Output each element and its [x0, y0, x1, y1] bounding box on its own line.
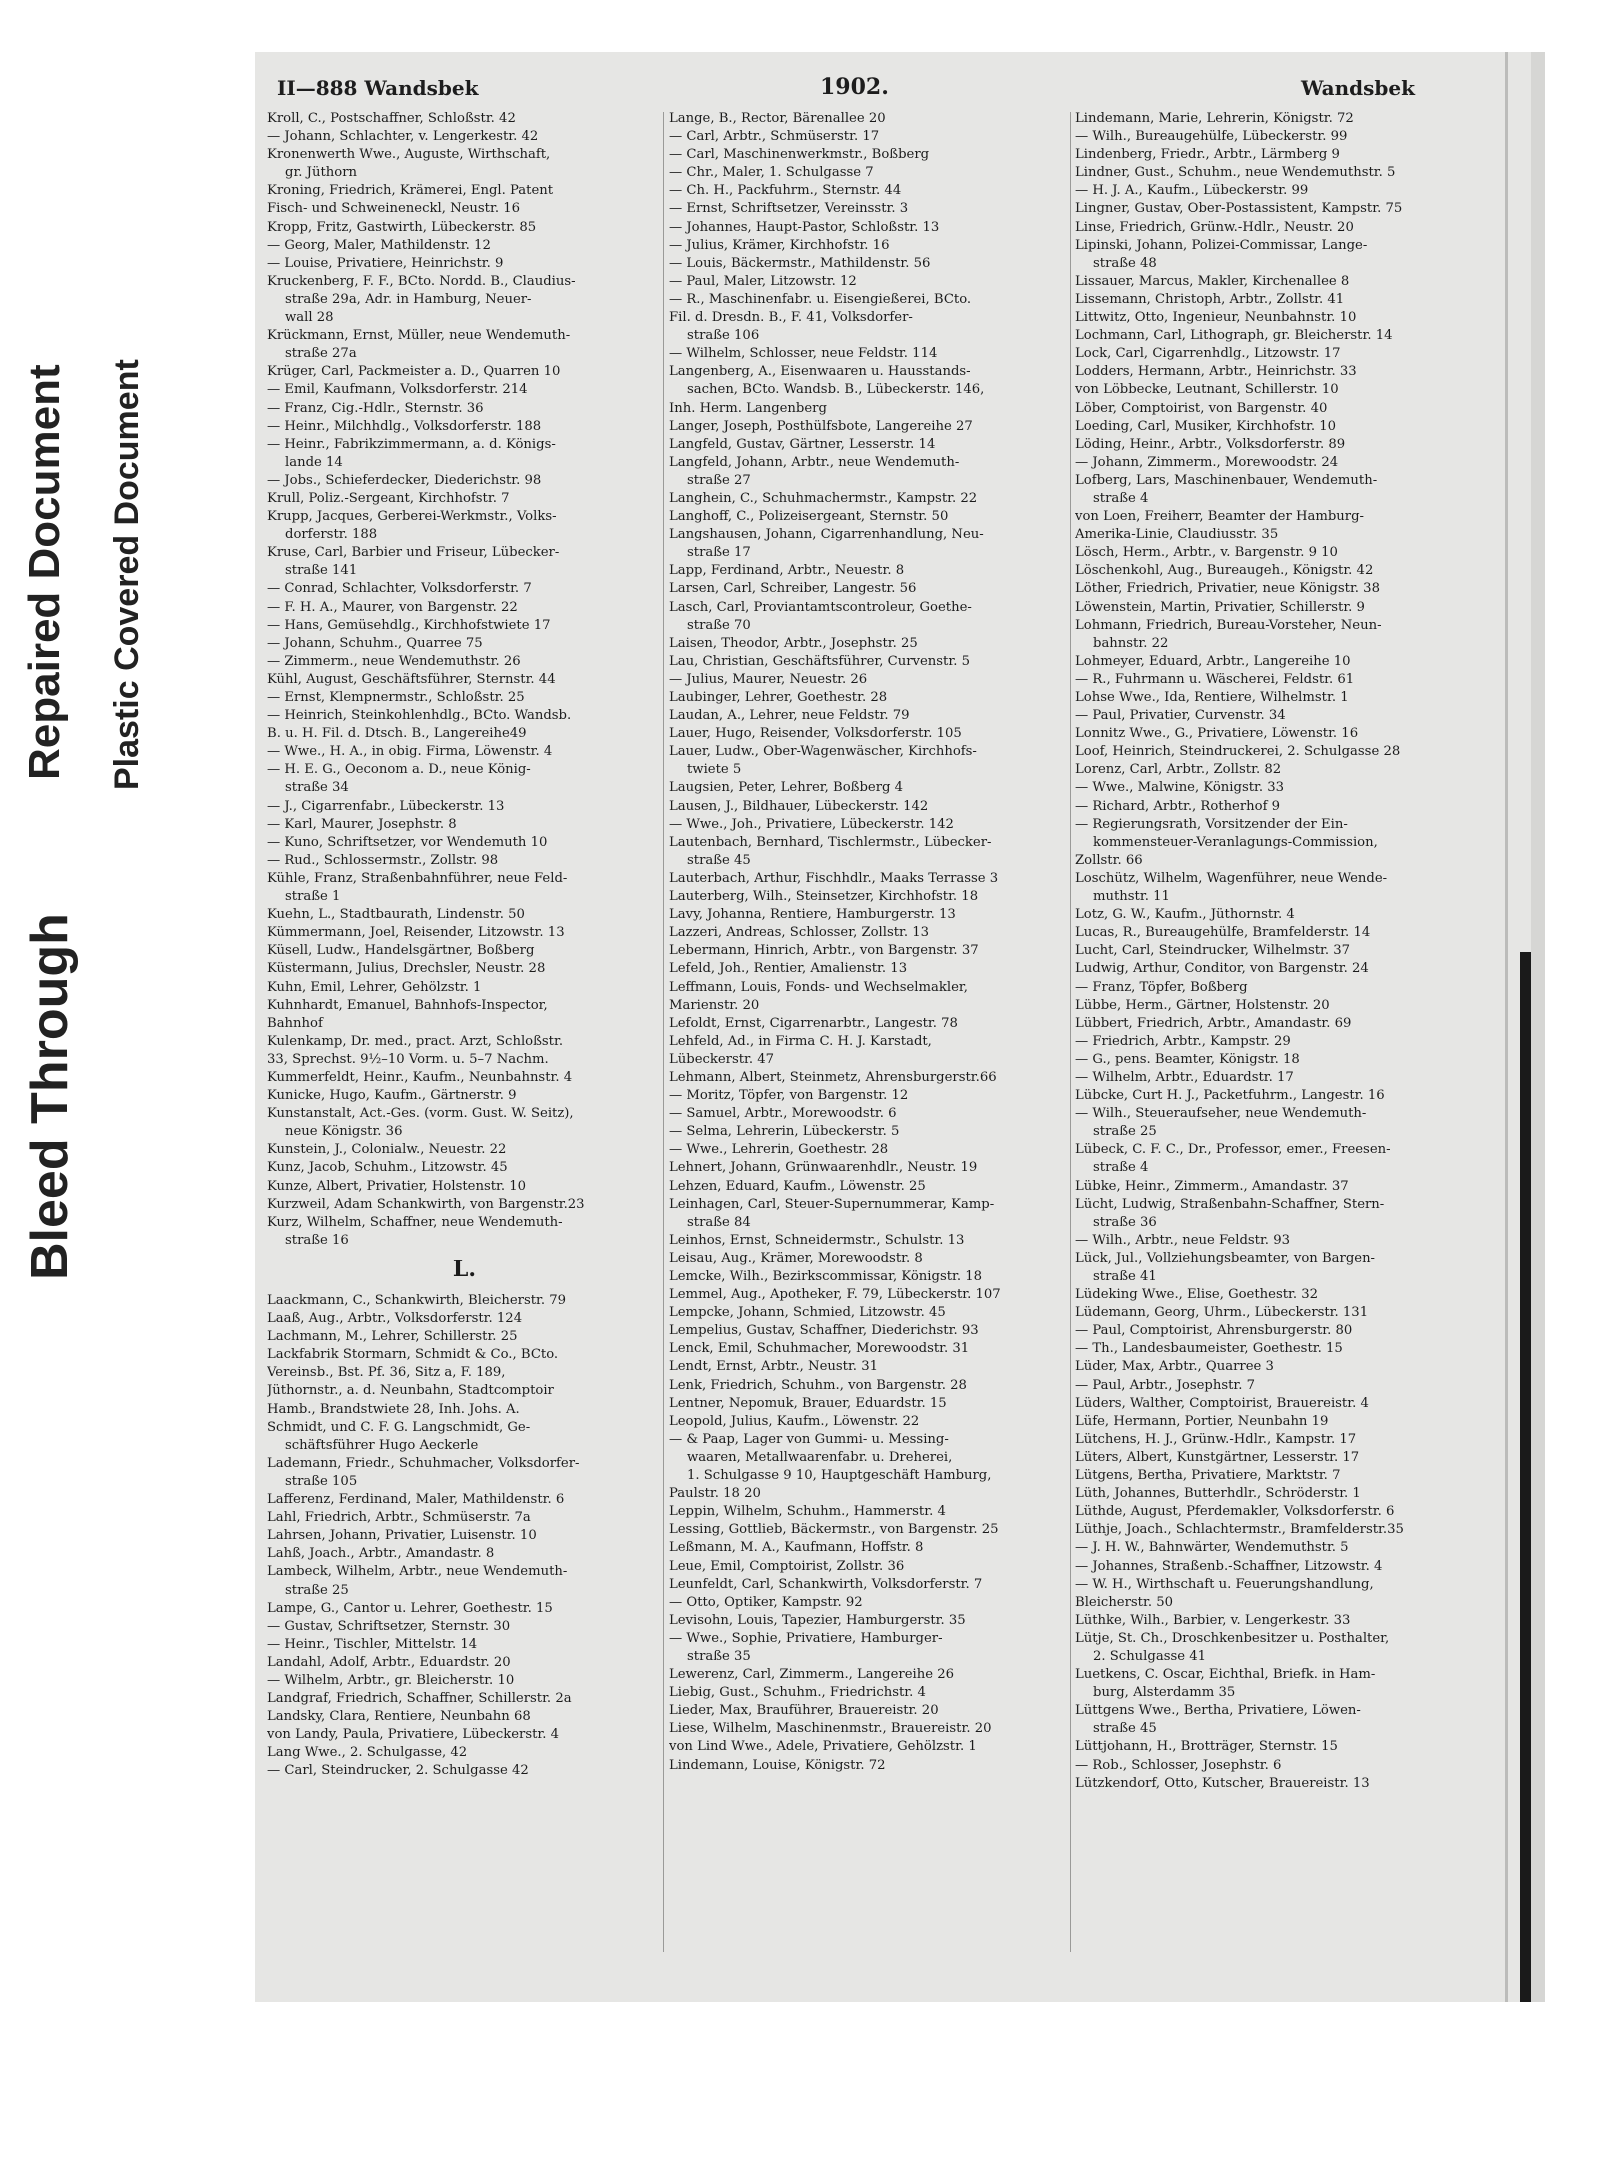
directory-entry: — Johann, Schlachter, v. Lengerkestr. 42: [267, 129, 539, 145]
directory-entry: Kunstanstalt, Act.-Ges. (vorm. Gust. W. Seitz),: [267, 1106, 574, 1122]
directory-entry: Loeding, Carl, Musiker, Kirchhofstr. 10: [1075, 418, 1337, 434]
directory-entry: Schmidt, und C. F. G. Langschmidt, Ge-: [267, 1419, 531, 1435]
directory-entry: — Johann, Zimmerm., Morewoodstr. 24: [1075, 454, 1339, 470]
directory-entry: Lohse Wwe., Ida, Rentiere, Wilhelmstr. 1: [1075, 690, 1349, 705]
directory-entry: — Wilhelm, Arbtr., gr. Bleicherstr. 10: [267, 1672, 515, 1688]
directory-entry: Lucht, Carl, Steindrucker, Wilhelmstr. 37: [1075, 943, 1351, 959]
directory-entry: Leffmann, Louis, Fonds- und Wechselmakler,: [669, 979, 968, 995]
directory-entry: straße 27a: [285, 346, 357, 362]
directory-entry: straße 45: [1093, 1721, 1157, 1737]
directory-entry: Lehnert, Johann, Grünwaarenhdlr., Neustr. 19: [669, 1160, 978, 1176]
directory-entry: Löwenstein, Martin, Privatier, Schillerstr. 9: [1075, 599, 1365, 615]
directory-entry: von Lind Wwe., Adele, Privatiere, Gehölzstr. 1: [669, 1739, 977, 1755]
directory-entry: straße 29a, Adr. in Hamburg, Neuer-: [285, 291, 532, 307]
directory-entry: Lasch, Carl, Proviantamtscontroleur, Goethe-: [669, 599, 972, 615]
directory-entry: — Paul, Arbtr., Josephstr. 7: [1075, 1377, 1256, 1393]
page-gutter: [1505, 52, 1508, 2002]
directory-entry: muthstr. 11: [1093, 889, 1170, 905]
directory-entry: — H. E. G., Oeconom a. D., neue König-: [267, 762, 531, 778]
directory-entry: bahnstr. 22: [1093, 635, 1169, 651]
directory-entry: Leue, Emil, Comptoirist, Zollstr. 36: [669, 1558, 905, 1574]
directory-entry: straße 4: [1093, 1160, 1149, 1176]
directory-entry: dorferstr. 188: [285, 527, 378, 543]
directory-column-1: [267, 110, 662, 1960]
directory-entry: — Jobs., Schieferdecker, Diederichstr. 98: [267, 472, 542, 488]
directory-entry: Leßmann, M. A., Kaufmann, Hoffstr. 8: [669, 1540, 924, 1556]
directory-entry: — Johannes, Haupt-Pastor, Schloßstr. 13: [669, 219, 940, 235]
directory-entry: Lampe, G., Cantor u. Lehrer, Goethestr. 15: [267, 1600, 553, 1616]
directory-entry: Lösch, Herm., Arbtr., v. Bargenstr. 9 10: [1075, 545, 1338, 561]
directory-entry: Krüger, Carl, Packmeister a. D., Quarren 10: [267, 364, 561, 380]
directory-entry: Lapp, Ferdinand, Arbtr., Neuestr. 8: [669, 563, 905, 579]
directory-entry: — Wilhelm, Schlosser, neue Feldstr. 114: [669, 346, 938, 362]
directory-entry: Bleicherstr. 50: [1075, 1594, 1174, 1610]
directory-entry: Lebermann, Hinrich, Arbtr., von Bargenstr. 37: [669, 943, 979, 959]
directory-entry: Lachmann, M., Lehrer, Schillerstr. 25: [267, 1329, 518, 1345]
directory-column-3: [1075, 110, 1485, 1960]
directory-entry: Laudan, A., Lehrer, neue Feldstr. 79: [669, 708, 910, 724]
directory-entry: Amerika-Linie, Claudiusstr. 35: [1075, 527, 1279, 543]
directory-entry: Lüttjohann, H., Brotträger, Sternstr. 15: [1075, 1739, 1338, 1755]
directory-entry: Lentner, Nepomuk, Brauer, Eduardstr. 15: [669, 1395, 947, 1411]
stamp-repaired-document: Repaired Document: [20, 364, 69, 780]
directory-entry: Lemcke, Wilh., Bezirkscommissar, Königstr. 18: [669, 1269, 983, 1284]
directory-entry: Langfeld, Gustav, Gärtner, Lesserstr. 14: [669, 436, 936, 452]
directory-entry: — Julius, Maurer, Neuestr. 26: [669, 671, 868, 687]
directory-entry: Larsen, Carl, Schreiber, Langestr. 56: [669, 581, 917, 597]
directory-entry: Lübbe, Herm., Gärtner, Holstenstr. 20: [1075, 997, 1330, 1013]
directory-entry: Lüth, Johannes, Butterhdlr., Schröderstr. 1: [1075, 1486, 1361, 1502]
directory-entry: Löber, Comptoirist, von Bargenstr. 40: [1075, 400, 1328, 416]
directory-entry: Lück, Jul., Vollziehungsbeamter, von Bargen-: [1075, 1250, 1376, 1266]
directory-entry: Lehmann, Albert, Steinmetz, Ahrensburgerstr.66: [669, 1069, 997, 1085]
directory-entry: Lendt, Ernst, Arbtr., Neustr. 31: [669, 1359, 878, 1375]
directory-entry: Lochmann, Carl, Lithograph, gr. Bleicherstr. 14: [1075, 328, 1393, 344]
directory-entry: Lauterbach, Arthur, Fischhdlr., Maaks Terrasse 3: [669, 870, 999, 886]
header-right: Wandsbek: [1300, 76, 1415, 100]
directory-entry: Lenck, Emil, Schuhmacher, Morewoodstr. 31: [669, 1341, 970, 1357]
directory-entry: Zollstr. 66: [1075, 852, 1143, 868]
directory-entry: neue Königstr. 36: [285, 1124, 403, 1140]
directory-entry: von Loen, Freiherr, Beamter der Hamburg-: [1075, 509, 1364, 525]
directory-entry: — Rob., Schlosser, Josephstr. 6: [1075, 1757, 1282, 1773]
directory-entry: — Wwe., Joh., Privatiere, Lübeckerstr. 142: [669, 816, 954, 832]
directory-entry: Lucas, R., Bureaugehülfe, Bramfelderstr. 14: [1075, 925, 1371, 941]
directory-entry: Lavy, Johanna, Rentiere, Hamburgerstr. 13: [669, 907, 956, 923]
directory-entry: straße 105: [285, 1473, 358, 1489]
directory-entry: Laackmann, C., Schankwirth, Bleicherstr. 79: [267, 1293, 567, 1308]
directory-entry: Kunicke, Hugo, Kaufm., Gärtnerstr. 9: [267, 1088, 517, 1104]
directory-entry: — G., pens. Beamter, Königstr. 18: [1075, 1051, 1300, 1067]
directory-entry: Lingner, Gustav, Ober-Postassistent, Kampstr. 75: [1075, 201, 1403, 217]
directory-entry: — Franz, Töpfer, Boßberg: [1075, 979, 1248, 995]
directory-entry: Lübke, Heinr., Zimmerm., Amandastr. 37: [1075, 1178, 1349, 1194]
directory-entry: — Hans, Gemüsehdlg., Kirchhofstwiete 17: [267, 617, 551, 633]
stamp-plastic-covered: Plastic Covered Document: [108, 359, 146, 790]
directory-entry: Kummerfeldt, Heinr., Kaufm., Neunbahnstr. 4: [267, 1069, 573, 1085]
directory-entry: — Zimmerm., neue Wendemuthstr. 26: [267, 653, 521, 669]
directory-entry: Lempcke, Johann, Schmied, Litzowstr. 45: [669, 1305, 946, 1321]
directory-entry: Laisen, Theodor, Arbtr., Josephstr. 25: [669, 635, 918, 651]
directory-entry: Lang Wwe., 2. Schulgasse, 42: [267, 1745, 468, 1761]
directory-entry: Leopold, Julius, Kaufm., Löwenstr. 22: [669, 1413, 920, 1429]
directory-entry: Kulenkamp, Dr. med., pract. Arzt, Schloßstr.: [267, 1033, 564, 1049]
directory-entry: Lackfabrik Stormarn, Schmidt & Co., BCto.: [267, 1347, 559, 1363]
directory-entry: 2. Schulgasse 41: [1093, 1648, 1207, 1664]
directory-entry: Lipinski, Johann, Polizei-Commissar, Lange-: [1075, 237, 1368, 253]
directory-entry: Kruse, Carl, Barbier und Friseur, Lübecker-: [267, 545, 560, 561]
directory-entry: Lehfeld, Ad., in Firma C. H. J. Karstadt,: [669, 1033, 932, 1049]
directory-entry: — W. H., Wirthschaft u. Feuerungshandlung,: [1075, 1576, 1374, 1592]
directory-entry: Lazzeri, Andreas, Schlosser, Zollstr. 13: [669, 925, 930, 941]
directory-entry: Kühle, Franz, Straßenbahnführer, neue Feld-: [267, 870, 568, 886]
directory-entry: von Landy, Paula, Privatiere, Lübeckerstr. 4: [267, 1727, 560, 1743]
directory-entry: sachen, BCto. Wandsb. B., Lübeckerstr. 146,: [687, 382, 985, 398]
directory-entry: — Wwe., Lehrerin, Goethestr. 28: [669, 1142, 889, 1158]
directory-entry: straße 27: [687, 472, 751, 488]
directory-entry: Lauer, Ludw., Ober-Wagenwäscher, Kirchhofs-: [669, 744, 977, 760]
directory-entry: Langhein, C., Schuhmachermstr., Kampstr. 22: [669, 490, 978, 506]
stamp-bleed-through: Bleed Through: [21, 913, 79, 1280]
directory-entry: — F. H. A., Maurer, von Bargenstr. 22: [267, 599, 518, 615]
directory-entry: — Wilhelm, Arbtr., Eduardstr. 17: [1075, 1069, 1294, 1085]
column-divider: [663, 112, 664, 1952]
directory-entry: Leunfeldt, Carl, Schankwirth, Volksdorferstr. 7: [669, 1576, 983, 1592]
directory-entry: — Paul, Privatier, Curvenstr. 34: [1075, 708, 1286, 724]
directory-entry: Löding, Heinr., Arbtr., Volksdorferstr. 89: [1075, 436, 1346, 452]
directory-entry: Lemmel, Aug., Apotheker, F. 79, Lübeckerstr. 107: [669, 1287, 1001, 1303]
directory-entry: straße 36: [1093, 1214, 1157, 1230]
directory-entry: Luetkens, C. Oscar, Eichthal, Briefk. in Ham-: [1075, 1667, 1376, 1683]
directory-entry: straße 17: [687, 545, 751, 561]
directory-entry: — Karl, Maurer, Josephstr. 8: [267, 816, 457, 832]
directory-entry: Lock, Carl, Cigarrenhdlg., Litzowstr. 17: [1075, 346, 1341, 362]
directory-entry: Kuhnhardt, Emanuel, Bahnhofs-Inspector,: [267, 997, 548, 1013]
directory-entry: Lefeld, Joh., Rentier, Amalienstr. 13: [669, 961, 908, 977]
directory-entry: Kurzweil, Adam Schankwirth, von Bargenstr.23: [267, 1196, 585, 1212]
directory-entry: — Ernst, Klempnermstr., Schloßstr. 25: [267, 690, 525, 705]
directory-entry: — Heinr., Milchhdlg., Volksdorferstr. 188: [267, 418, 542, 434]
directory-entry: gr. Jüthorn: [285, 165, 357, 181]
directory-entry: Liebig, Gust., Schuhm., Friedrichstr. 4: [669, 1685, 926, 1701]
directory-entry: Kruckenberg, F. F., BCto. Nordd. B., Claudius-: [267, 273, 576, 289]
directory-entry: Liese, Wilhelm, Maschinenmstr., Brauereistr. 20: [669, 1721, 992, 1737]
directory-entry: Lüdeking Wwe., Elise, Goethestr. 32: [1075, 1287, 1319, 1303]
directory-entry: straße 16: [285, 1232, 349, 1248]
header-left: II—888 Wandsbek: [277, 76, 479, 100]
directory-entry: Inh. Herm. Langenberg: [669, 400, 827, 416]
directory-entry: Laugsien, Peter, Lehrer, Boßberg 4: [669, 780, 904, 796]
directory-entry: — Emil, Kaufmann, Volksdorferstr. 214: [267, 382, 528, 398]
directory-entry: — R., Maschinenfabr. u. Eisengießerei, BCto.: [669, 291, 972, 307]
directory-entry: — Moritz, Töpfer, von Bargenstr. 12: [669, 1088, 909, 1104]
directory-entry: Lorenz, Carl, Arbtr., Zollstr. 82: [1075, 762, 1282, 778]
directory-entry: burg, Alsterdamm 35: [1093, 1685, 1236, 1701]
directory-entry: Küsell, Ludw., Handelsgärtner, Boßberg: [267, 943, 535, 959]
directory-entry: Lüders, Walther, Comptoirist, Brauereistr. 4: [1075, 1395, 1369, 1411]
directory-entry: — Julius, Krämer, Kirchhofstr. 16: [669, 237, 890, 253]
directory-entry: Kunze, Albert, Privatier, Holstenstr. 10: [267, 1178, 527, 1194]
directory-entry: Leisau, Aug., Krämer, Morewoodstr. 8: [669, 1250, 923, 1266]
directory-entry: Lissemann, Christoph, Arbtr., Zollstr. 41: [1075, 291, 1345, 307]
directory-entry: straße 41: [1093, 1269, 1157, 1284]
directory-entry: — Wwe., Malwine, Königstr. 33: [1075, 780, 1285, 796]
directory-entry: Marienstr. 20: [669, 997, 760, 1013]
directory-entry: Kunz, Jacob, Schuhm., Litzowstr. 45: [267, 1160, 508, 1176]
directory-entry: — Carl, Steindrucker, 2. Schulgasse 42: [267, 1763, 529, 1779]
directory-entry: Küstermann, Julius, Drechsler, Neustr. 28: [267, 961, 546, 977]
directory-entry: — J., Cigarrenfabr., Lübeckerstr. 13: [267, 798, 505, 814]
directory-entry: Kroning, Friedrich, Krämerei, Engl. Patent: [267, 183, 554, 199]
directory-entry: Langer, Joseph, Posthülfsbote, Langereihe 27: [669, 418, 973, 434]
directory-entry: Lüthje, Joach., Schlachtermstr., Bramfelderstr.35: [1075, 1522, 1404, 1538]
directory-entry: Landsky, Clara, Rentiere, Neunbahn 68: [267, 1709, 531, 1725]
directory-entry: — Paul, Maler, Litzowstr. 12: [669, 273, 857, 289]
directory-entry: — Friedrich, Arbtr., Kampstr. 29: [1075, 1033, 1291, 1049]
directory-entry: Hamb., Brandstwiete 28, Inh. Johs. A.: [267, 1401, 520, 1417]
directory-entry: straße 45: [687, 852, 751, 868]
directory-entry: — Conrad, Schlachter, Volksdorferstr. 7: [267, 581, 532, 597]
directory-entry: Lessing, Gottlieb, Bäckermstr., von Bargenstr. 25: [669, 1522, 999, 1538]
directory-entry: Langenberg, A., Eisenwaaren u. Hausstands-: [669, 364, 971, 380]
directory-entry: Lützkendorf, Otto, Kutscher, Brauereistr. 13: [1075, 1775, 1370, 1791]
directory-entry: — R., Fuhrmann u. Wäscherei, Feldstr. 61: [1075, 671, 1355, 687]
directory-entry: 33, Sprechst. 9½–10 Vorm. u. 5–7 Nachm.: [267, 1051, 549, 1067]
directory-entry: Lindemann, Marie, Lehrerin, Königstr. 72: [1075, 111, 1354, 126]
section-letter: L.: [452, 1259, 477, 1278]
directory-entry: — Kuno, Schriftsetzer, vor Wendemuth 10: [267, 834, 548, 850]
directory-entry: Lenk, Friedrich, Schuhm., von Bargenstr. 28: [669, 1377, 967, 1393]
directory-entry: — Regierungsrath, Vorsitzender der Ein-: [1075, 816, 1348, 832]
directory-entry: Lofberg, Lars, Maschinenbauer, Wendemuth-: [1075, 472, 1378, 488]
directory-entry: — Franz, Cig.-Hdlr., Sternstr. 36: [267, 400, 484, 416]
directory-entry: Loof, Heinrich, Steindruckerei, 2. Schulgasse 28: [1075, 744, 1401, 760]
directory-entry: straße 70: [687, 617, 751, 633]
directory-entry: von Löbbecke, Leutnant, Schillerstr. 10: [1075, 382, 1339, 398]
directory-entry: straße 48: [1093, 255, 1157, 271]
directory-entry: Langshausen, Johann, Cigarrenhandlung, Neu-: [669, 527, 984, 543]
directory-entry: — Wilh., Bureaugehülfe, Lübeckerstr. 99: [1075, 129, 1348, 145]
directory-entry: — Otto, Optiker, Kampstr. 92: [669, 1594, 863, 1610]
directory-entry: Lücht, Ludwig, Straßenbahn-Schaffner, Stern-: [1075, 1196, 1385, 1212]
directory-entry: Lübcke, Curt H. J., Packetfuhrm., Langestr. 16: [1075, 1088, 1385, 1104]
directory-entry: Leinhagen, Carl, Steuer-Supernummerar, Kamp-: [669, 1196, 995, 1212]
directory-entry: Lange, B., Rector, Bärenallee 20: [669, 111, 886, 126]
directory-entry: Lübeck, C. F. C., Dr., Professor, emer., Freesen-: [1075, 1142, 1391, 1158]
directory-entry: Kropp, Fritz, Gastwirth, Lübeckerstr. 85: [267, 219, 537, 235]
directory-entry: Lütchens, H. J., Grünw.-Hdlr., Kampstr. 17: [1075, 1431, 1357, 1447]
directory-entry: Löschenkohl, Aug., Bureaugeh., Königstr. 42: [1075, 563, 1374, 579]
directory-entry: Lotz, G. W., Kaufm., Jüthornstr. 4: [1075, 907, 1295, 923]
directory-entry: straße 106: [687, 328, 760, 344]
directory-entry: Lohmeyer, Eduard, Arbtr., Langereihe 10: [1075, 653, 1351, 669]
directory-entry: Kurz, Wilhelm, Schaffner, neue Wendemuth-: [267, 1214, 563, 1230]
directory-entry: — Samuel, Arbtr., Morewoodstr. 6: [669, 1106, 897, 1122]
directory-entry: — H. J. A., Kaufm., Lübeckerstr. 99: [1075, 183, 1309, 199]
directory-entry: Lieder, Max, Brauführer, Brauereistr. 20: [669, 1703, 939, 1719]
directory-entry: Fil. d. Dresdn. B., F. 41, Volksdorfer-: [669, 310, 913, 326]
directory-entry: Lütje, St. Ch., Droschkenbesitzer u. Posthalter,: [1075, 1630, 1390, 1646]
directory-entry: Lambeck, Wilhelm, Arbtr., neue Wendemuth-: [267, 1564, 568, 1580]
page-header: [255, 70, 1525, 110]
directory-entry: Jüthornstr., a. d. Neunbahn, Stadtcomptoir: [267, 1383, 554, 1399]
directory-entry: Lauer, Hugo, Reisender, Volksdorferstr. 105: [669, 726, 962, 742]
header-year: 1902.: [820, 74, 889, 100]
directory-entry: Bahnhof: [267, 1015, 323, 1031]
directory-entry: — Th., Landesbaumeister, Goethestr. 15: [1075, 1341, 1343, 1357]
directory-entry: Lüfe, Hermann, Portier, Neunbahn 19: [1075, 1413, 1329, 1429]
directory-entry: — Ernst, Schriftsetzer, Vereinsstr. 3: [669, 201, 909, 217]
directory-entry: Lautenbach, Bernhard, Tischlermstr., Lübecker-: [669, 834, 992, 850]
directory-entry: — Paul, Comptoirist, Ahrensburgerstr. 80: [1075, 1323, 1353, 1339]
directory-entry: — Selma, Lehrerin, Lübeckerstr. 5: [669, 1124, 900, 1140]
directory-entry: straße 1: [285, 889, 341, 905]
directory-entry: Paulstr. 18 20: [669, 1486, 761, 1502]
directory-entry: Lissauer, Marcus, Makler, Kirchenallee 8: [1075, 273, 1350, 289]
directory-entry: Lütgens, Bertha, Privatiere, Marktstr. 7: [1075, 1468, 1341, 1484]
directory-entry: Lüder, Max, Arbtr., Quarree 3: [1075, 1359, 1274, 1375]
directory-entry: Fisch- und Schweineneckl, Neustr. 16: [267, 201, 521, 217]
directory-entry: Levisohn, Louis, Tapezier, Hamburgerstr. 35: [669, 1612, 966, 1628]
directory-entry: Kühl, August, Geschäftsführer, Sternstr. 44: [267, 671, 556, 687]
directory-entry: Ludwig, Arthur, Conditor, von Bargenstr. 24: [1075, 961, 1369, 977]
directory-entry: — Wilh., Steueraufseher, neue Wendemuth-: [1075, 1106, 1367, 1122]
directory-entry: Landgraf, Friedrich, Schaffner, Schillerstr. 2a: [267, 1691, 572, 1707]
directory-entry: Lahrsen, Johann, Privatier, Luisenstr. 10: [267, 1528, 537, 1544]
directory-entry: Lüdemann, Georg, Uhrm., Lübeckerstr. 131: [1075, 1305, 1369, 1321]
directory-entry: straße 35: [687, 1648, 751, 1664]
directory-entry: Linse, Friedrich, Grünw.-Hdlr., Neustr. 20: [1075, 219, 1354, 235]
directory-entry: 1. Schulgasse 9 10, Hauptgeschäft Hamburg,: [687, 1468, 992, 1484]
directory-entry: Krull, Poliz.-Sergeant, Kirchhofstr. 7: [267, 490, 510, 506]
directory-entry: — Wwe., H. A., in obig. Firma, Löwenstr. 4: [267, 744, 553, 760]
directory-entry: straße 84: [687, 1214, 751, 1230]
directory-entry: Lafferenz, Ferdinand, Maler, Mathildenstr. 6: [267, 1492, 565, 1508]
directory-entry: Lahl, Friedrich, Arbtr., Schmüserstr. 7a: [267, 1510, 531, 1526]
directory-entry: — Carl, Maschinenwerkmstr., Boßberg: [669, 147, 930, 163]
directory-entry: Lüttgens Wwe., Bertha, Privatiere, Löwen-: [1075, 1703, 1361, 1719]
directory-entry: B. u. H. Fil. d. Dtsch. B., Langereihe49: [267, 726, 527, 742]
directory-entry: — Heinr., Tischler, Mittelstr. 14: [267, 1636, 478, 1652]
directory-entry: Lewerenz, Carl, Zimmerm., Langereihe 26: [669, 1667, 954, 1683]
directory-entry: — Rud., Schlossermstr., Zollstr. 98: [267, 852, 499, 868]
directory-entry: — Louis, Bäckermstr., Mathildenstr. 56: [669, 255, 931, 271]
directory-entry: Lindemann, Louise, Königstr. 72: [669, 1757, 886, 1773]
directory-entry: Langfeld, Johann, Arbtr., neue Wendemuth-: [669, 454, 960, 470]
directory-entry: Kronenwerth Wwe., Auguste, Wirthschaft,: [267, 147, 551, 163]
directory-entry: Littwitz, Otto, Ingenieur, Neunbahnstr. 10: [1075, 310, 1357, 326]
directory-entry: Lüthde, August, Pferdemakler, Volksdorferstr. 6: [1075, 1504, 1395, 1520]
directory-entry: — Heinr., Fabrikzimmermann, a. d. Königs-: [267, 436, 556, 452]
directory-entry: Lodders, Hermann, Arbtr., Heinrichstr. 33: [1075, 364, 1357, 380]
directory-entry: Lindenberg, Friedr., Arbtr., Lärmberg 9: [1075, 147, 1340, 163]
directory-entry: waaren, Metallwaarenfabr. u. Dreherei,: [687, 1449, 953, 1465]
scanned-page: [255, 52, 1545, 2002]
directory-entry: Lempelius, Gustav, Schaffner, Diederichstr. 93: [669, 1323, 979, 1339]
directory-entry: Landahl, Adolf, Arbtr., Eduardstr. 20: [267, 1654, 511, 1670]
directory-entry: Krückmann, Ernst, Müller, neue Wendemuth-: [267, 328, 571, 344]
directory-entry: Leppin, Wilhelm, Schuhm., Hammerstr. 4: [669, 1504, 946, 1520]
directory-entry: Lausen, J., Bildhauer, Lübeckerstr. 142: [669, 798, 929, 814]
directory-entry: — Gustav, Schriftsetzer, Sternstr. 30: [267, 1618, 511, 1634]
directory-entry: Laubinger, Lehrer, Goethestr. 28: [669, 690, 888, 705]
directory-entry: Lefoldt, Ernst, Cigarrenarbtr., Langestr. 78: [669, 1015, 958, 1031]
directory-entry: Lüthke, Wilh., Barbier, v. Lengerkestr. 33: [1075, 1612, 1351, 1628]
directory-entry: — Chr., Maler, 1. Schulgasse 7: [669, 165, 874, 181]
directory-entry: Kuehn, L., Stadtbaurath, Lindenstr. 50: [267, 907, 525, 923]
directory-entry: Langhoff, C., Polizeisergeant, Sternstr. 50: [669, 509, 949, 525]
directory-entry: kommensteuer-Veranlagungs-Commission,: [1093, 834, 1378, 850]
directory-entry: — Richard, Arbtr., Rotherhof 9: [1075, 798, 1281, 814]
directory-entry: straße 25: [1093, 1124, 1157, 1140]
directory-entry: — Louise, Privatiere, Heinrichstr. 9: [267, 255, 504, 271]
directory-entry: Lonnitz Wwe., G., Privatiere, Löwenstr. 16: [1075, 726, 1359, 742]
directory-entry: — Georg, Maler, Mathildenstr. 12: [267, 237, 491, 253]
directory-entry: Lauterberg, Wilh., Steinsetzer, Kirchhofstr. 18: [669, 889, 979, 905]
directory-entry: Lindner, Gust., Schuhm., neue Wendemuthstr. 5: [1075, 165, 1396, 181]
directory-entry: Laaß, Aug., Arbtr., Volksdorferstr. 124: [267, 1311, 523, 1327]
page-edge: [1531, 52, 1545, 2002]
directory-entry: wall 28: [285, 310, 334, 326]
directory-entry: straße 34: [285, 780, 349, 796]
directory-entry: straße 25: [285, 1582, 349, 1598]
directory-entry: Kunstein, J., Colonialw., Neuestr. 22: [267, 1142, 507, 1158]
directory-entry: — Johann, Schuhm., Quarree 75: [267, 635, 483, 651]
directory-entry: Lohmann, Friedrich, Bureau-Vorsteher, Neun-: [1075, 617, 1382, 633]
directory-entry: — Wilh., Arbtr., neue Feldstr. 93: [1075, 1232, 1290, 1248]
directory-entry: Kuhn, Emil, Lehrer, Gehölzstr. 1: [267, 979, 482, 995]
directory-entry: Löther, Friedrich, Privatier, neue Königstr. 38: [1075, 581, 1380, 597]
directory-entry: Kümmermann, Joel, Reisender, Litzowstr. 13: [267, 925, 565, 941]
directory-entry: Lüters, Albert, Kunstgärtner, Lesserstr. 17: [1075, 1449, 1360, 1465]
directory-entry: straße 4: [1093, 490, 1149, 506]
directory-entry: Lahß, Joach., Arbtr., Amandastr. 8: [267, 1546, 495, 1562]
directory-column-2: [669, 110, 1074, 1960]
directory-entry: — Heinrich, Steinkohlenhdlg., BCto. Wandsb.: [267, 708, 572, 724]
directory-entry: — Ch. H., Packfuhrm., Sternstr. 44: [669, 183, 902, 199]
directory-entry: Leinhos, Ernst, Schneidermstr., Schulstr. 13: [669, 1232, 965, 1248]
directory-entry: — Johannes, Straßenb.-Schaffner, Litzowstr. 4: [1075, 1558, 1383, 1574]
directory-entry: — & Paap, Lager von Gummi- u. Messing-: [669, 1431, 949, 1447]
directory-entry: Lehzen, Eduard, Kaufm., Löwenstr. 25: [669, 1178, 926, 1194]
directory-entry: Krupp, Jacques, Gerberei-Werkmstr., Volks-: [267, 509, 557, 525]
directory-entry: — Carl, Arbtr., Schmüserstr. 17: [669, 129, 880, 145]
directory-entry: — J. H. W., Bahnwärter, Wendemuthstr. 5: [1075, 1540, 1349, 1556]
directory-entry: Lademann, Friedr., Schuhmacher, Volksdorfer-: [267, 1455, 580, 1471]
directory-entry: schäftsführer Hugo Aeckerle: [285, 1437, 479, 1453]
directory-entry: straße 141: [285, 563, 358, 579]
directory-entry: lande 14: [285, 454, 343, 470]
directory-entry: Lübbert, Friedrich, Arbtr., Amandastr. 69: [1075, 1015, 1352, 1031]
document-stamps: [0, 0, 180, 1420]
directory-entry: Lübeckerstr. 47: [669, 1051, 775, 1067]
directory-entry: Lau, Christian, Geschäftsführer, Curvenstr. 5: [669, 653, 970, 669]
directory-entry: Loschütz, Wilhelm, Wagenführer, neue Wende-: [1075, 870, 1388, 886]
directory-entry: Kroll, C., Postschaffner, Schloßstr. 42: [267, 111, 516, 126]
directory-entry: — Wwe., Sophie, Privatiere, Hamburger-: [669, 1630, 943, 1646]
directory-entry: Vereinsb., Bst. Pf. 36, Sitz a, F. 189,: [267, 1365, 506, 1381]
directory-entry: twiete 5: [687, 762, 742, 778]
